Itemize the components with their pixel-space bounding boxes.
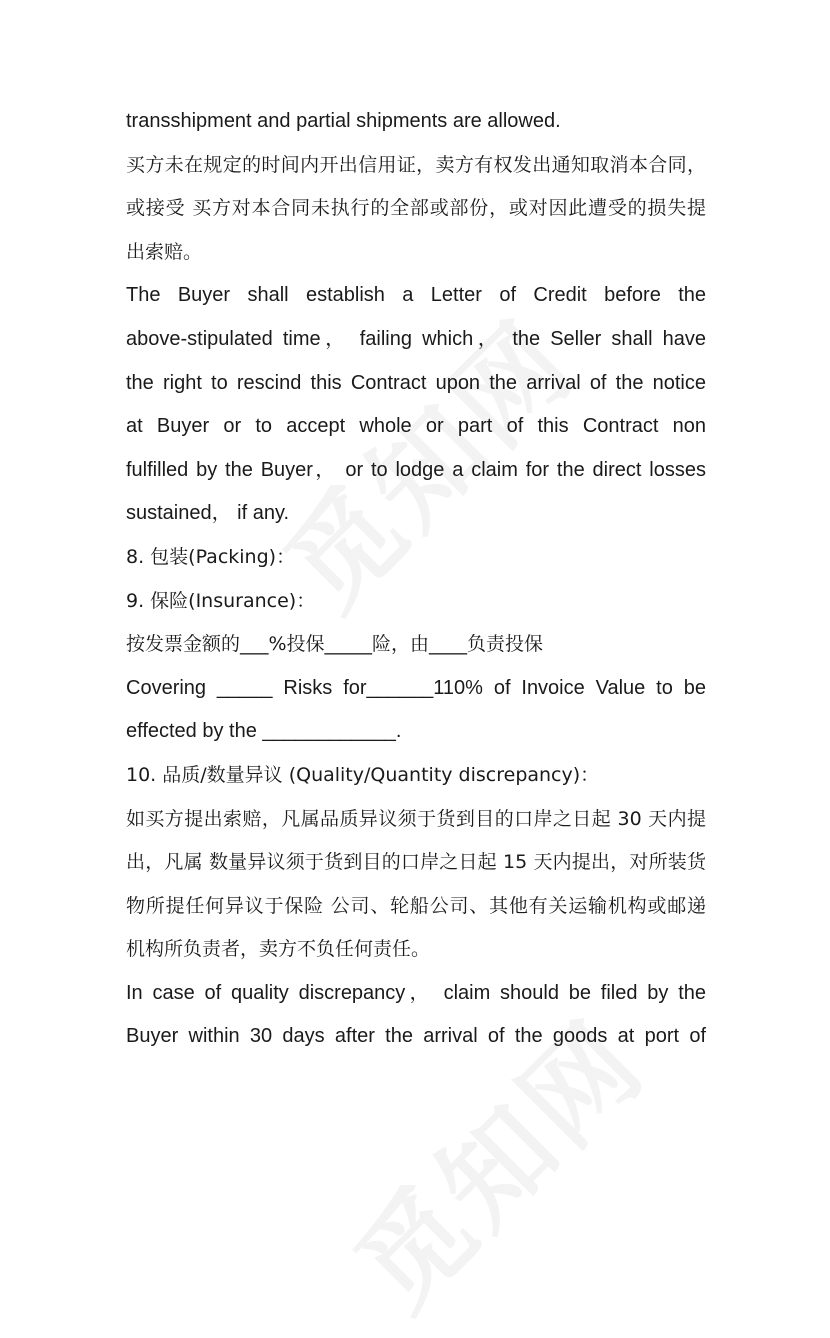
document-body <box>126 100 706 1059</box>
section-heading: 8. 包装(Packing)： <box>126 545 296 568</box>
text-line: 机构所负责者，卖方不负任何责任。 <box>126 938 431 961</box>
text-line: 买方未在规定的时间内开出信用证，卖方有权发出通知取消本合同， <box>126 153 706 176</box>
section-heading: 10. 品质/数量异议 (Quality/Quantity discrepancy)： <box>126 763 600 786</box>
text-line: fulfilled by the Buyer， or to lodge a claim for the direct losses <box>126 458 706 481</box>
text-line: Buyer within 30 days after the arrival of the goods at port of <box>126 1025 706 1048</box>
text-line: the right to rescind this Contract upon the arrival of the notice <box>126 371 706 394</box>
text-line: effected by the ____________. <box>126 720 402 743</box>
text-line: transshipment and partial shipments are allowed. <box>126 110 561 132</box>
section-heading: 9. 保险(Insurance)： <box>126 589 316 612</box>
text-line: Covering _____ Risks for______110% of Invoice Value to be <box>126 676 706 699</box>
text-line: at Buyer or to accept whole or part of this Contract non <box>126 415 706 438</box>
text-line: 按发票金额的___%投保_____险，由____负责投保 <box>126 633 544 656</box>
text-line: The Buyer shall establish a Letter of Credit before the <box>126 284 706 307</box>
text-line: 或接受 买方对本合同未执行的全部或部份，或对因此遭受的损失提 <box>126 197 706 220</box>
text-line: 物所提任何异议于保险 公司、轮船公司、其他有关运输机构或邮递 <box>126 894 706 917</box>
text-line: above-stipulated time， failing which， the Seller shall have <box>126 327 706 350</box>
text-line: sustained， if any. <box>126 502 290 525</box>
text-line: In case of quality discrepancy， claim should be filed by the <box>126 981 706 1004</box>
text-line: 如买方提出索赔，凡属品质异议须于货到目的口岸之日起 30 天内提 <box>126 807 706 830</box>
text-line: 出，凡属 数量异议须于货到目的口岸之日起 15 天内提出，对所装货 <box>126 851 706 874</box>
text-line: 出索赔。 <box>126 240 203 263</box>
